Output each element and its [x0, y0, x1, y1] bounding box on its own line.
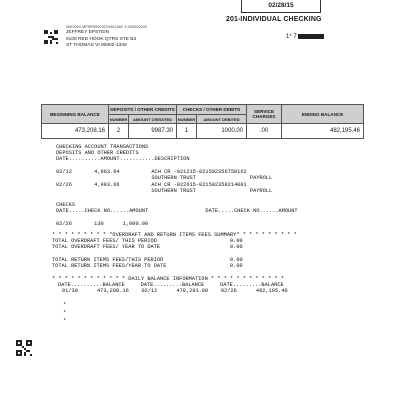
header-service-charges: SERVICE CHARGES	[247, 105, 282, 124]
account-number	[286, 34, 324, 40]
amount-debited-value: 1000.00	[197, 124, 247, 139]
service-charges-value: .00	[247, 124, 282, 139]
account-type: 201-INDIVIDUAL CHECKING	[226, 16, 322, 23]
fee-line: TOTAL RETURN ITEMS FEES/THIS PERIOD 0.00	[52, 257, 243, 263]
deposits-header: DATE..........AMOUNT...........DESCRIPTION	[56, 156, 190, 162]
address-city: ST THOMAS VI 00802-1348	[66, 43, 127, 49]
deposit-line: SOUTHERN TRUST PAYROLL	[56, 175, 273, 181]
subheader-number: NUMBER	[109, 116, 128, 122]
beginning-balance-value: 473,208.16	[42, 124, 109, 139]
fees-summary-title: * * * * * * * * * *OVERDRAFT AND RETURN ITEMS FEES SUMMARY* * * * * * * * * *	[52, 232, 297, 238]
header-deposits: DEPOSITS / OTHER CREDITS	[109, 105, 177, 115]
mail-code: 0000004 MP9PR0003210052460 3 000000000	[66, 25, 147, 29]
customer-name: JEFFREY EPSTEIN	[66, 30, 110, 36]
checks-header: DATE.....CHECK NO......AMOUNT DATE.....CHECK NO......AMOUNT	[56, 208, 298, 214]
subheader-number: NUMBER	[177, 116, 196, 122]
checks-title: CHECKS	[56, 202, 76, 208]
ending-balance-value: 482,195.46	[282, 124, 364, 139]
credits-count: 2	[109, 124, 129, 139]
qr-code-icon	[16, 340, 32, 356]
debits-count: 1	[177, 124, 197, 139]
address-block	[66, 24, 147, 50]
fee-line: TOTAL OVERDRAFT FEES/ YEAR TO DATE 0.00	[52, 244, 243, 250]
fee-line: TOTAL OVERDRAFT FEES/ THIS PERIOD 0.00	[52, 238, 243, 244]
header-checks: CHECKS / OTHER DEBITS	[177, 105, 247, 115]
asterisk-marker: *	[63, 310, 67, 316]
asterisk-marker: *	[63, 318, 67, 324]
subheader-amount-credited: AMOUNT CREDITED	[129, 115, 177, 124]
subheader-amount-debited: AMOUNT DEBITED	[197, 115, 247, 124]
daily-balance-header: DATE..........BALANCE DATE.........BALANCE DATE.........BALANCE	[58, 282, 284, 288]
account-summary-table	[41, 104, 364, 139]
amount-credited-value: 9987.30	[129, 124, 177, 139]
header-ending-balance: ENDING BALANCE	[282, 105, 364, 124]
daily-balance-line: 01/30 473,208.16 02/12 478,201.80 02/26 482,195.46	[62, 288, 288, 294]
redaction-bar	[298, 34, 324, 39]
address-street: 6100 RED HOOK QTRS STE B3	[66, 36, 137, 42]
qr-code-icon	[44, 30, 58, 44]
deposit-line: SOUTHERN TRUST PAYROLL	[56, 188, 273, 194]
deposit-line: 02/12 4,993.64 ACH CR -021215-021502356750162	[56, 169, 247, 175]
fee-line: TOTAL RETURN ITEMS FEES/YEAR TO DATE 0.00	[52, 263, 243, 269]
deposits-title: DEPOSITS AND OTHER CREDITS	[56, 150, 139, 156]
statement-date: 02/28/15	[241, 0, 321, 13]
transactions-title: CHECKING ACCOUNT TRANSACTIONS	[56, 144, 149, 150]
deposit-line: 02/26 4,993.66 ACH CR -022615-021502358214001	[56, 182, 247, 188]
asterisk-marker: *	[63, 302, 67, 308]
account-number-prefix: 1* 7	[286, 34, 297, 41]
header-beginning-balance: BEGINNING BALANCE	[42, 105, 109, 124]
check-line: 02/26 130 1,000.00	[56, 221, 149, 227]
daily-balance-title: * * * * * * * * * * * * DAILY BALANCE INFORMATION * * * * * * * * * * * *	[52, 276, 285, 282]
